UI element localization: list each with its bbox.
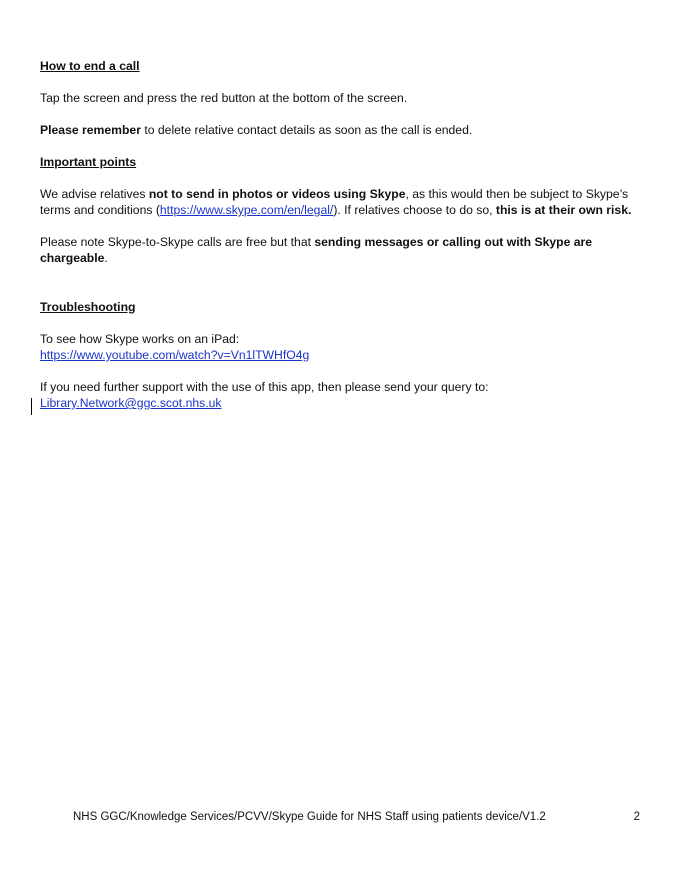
- support-text: If you need further support with the use of this app, then please send your query to:: [40, 380, 489, 394]
- advice-text-a: We advise relatives: [40, 187, 149, 201]
- heading-important-points: Important points: [40, 155, 137, 169]
- page-number: 2: [633, 811, 640, 823]
- heading-troubleshooting: Troubleshooting: [40, 300, 136, 314]
- charges-text-c: .: [104, 251, 108, 265]
- end-call-instruction: Tap the screen and press the red button at the bottom of the screen.: [40, 91, 408, 105]
- charges-text-a: Please note Skype-to-Skype calls are free but that: [40, 235, 315, 249]
- ipad-intro-text: To see how Skype works on an iPad:: [40, 332, 240, 346]
- youtube-link[interactable]: https://www.youtube.com/watch?v=Vn1lTWHfO4g: [40, 348, 310, 362]
- reminder-paragraph: [40, 122, 650, 138]
- document-body: [40, 58, 650, 411]
- reminder-text: to delete relative contact details as soon as the call is ended.: [140, 123, 473, 137]
- advice-bold-b: not to send in photos or videos using Skype: [148, 187, 406, 201]
- charges-paragraph: [40, 234, 650, 266]
- footer-text: NHS GGC/Knowledge Services/PCVV/Skype Guide for NHS Staff using patients device/V1.2: [73, 811, 546, 823]
- support-email-link[interactable]: Library.Network@ggc.scot.nhs.uk: [40, 396, 222, 410]
- page-footer: [73, 809, 643, 825]
- heading-end-call: How to end a call: [40, 59, 140, 73]
- charges-bold-b: sending messages or calling out with Skype are chargeable: [40, 235, 593, 265]
- advice-text-c: , as this would then be subject to Skype’s terms and conditions (: [40, 187, 629, 217]
- advice-text-d: ). If relatives choose to do so,: [333, 203, 496, 217]
- text-cursor: [31, 398, 32, 415]
- advice-bold-e: this is at their own risk.: [495, 203, 632, 217]
- reminder-bold: Please remember: [40, 123, 141, 137]
- skype-legal-link[interactable]: https://www.skype.com/en/legal/: [159, 203, 334, 217]
- photos-advice-paragraph: [40, 186, 650, 218]
